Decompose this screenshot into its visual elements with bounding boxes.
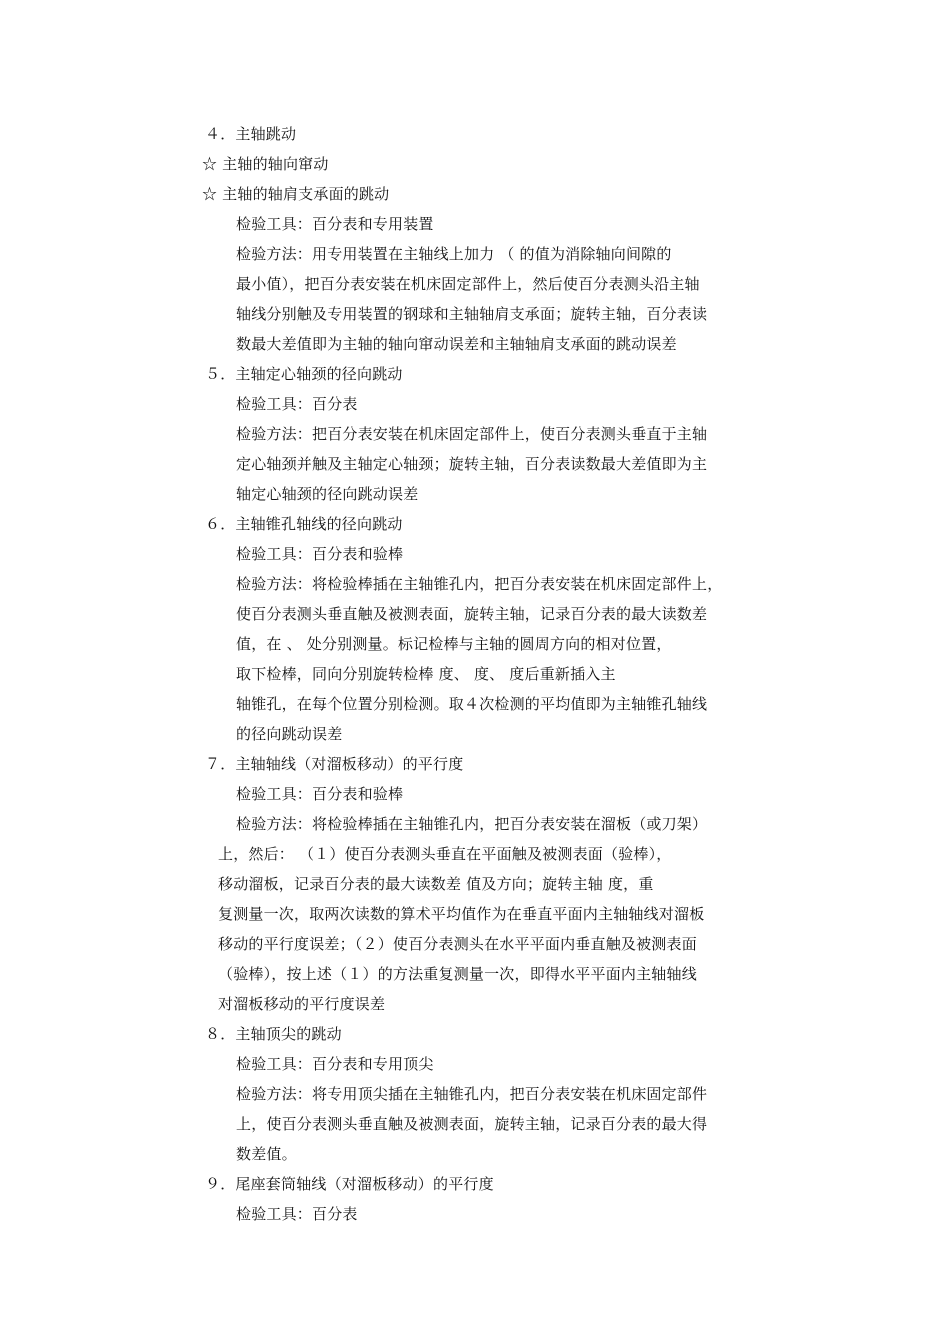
paragraph-line: 轴锥孔，在每个位置分别检测。取４次检测的平均值即为主轴锥孔轴线 bbox=[236, 695, 708, 713]
inspection-tool: 检验工具：百分表和验棒 bbox=[236, 785, 404, 803]
section-heading-8: ８．主轴顶尖的跳动 bbox=[205, 1025, 342, 1043]
inspection-method: 检验方法：将检验棒插在主轴锥孔内，把百分表安装在溜板（或刀架） bbox=[236, 815, 708, 833]
inspection-method: 检验方法：用专用装置在主轴线上加力 （ 的值为消除轴向间隙的 bbox=[236, 245, 672, 263]
section-heading-7: ７．主轴轴线（对溜板移动）的平行度 bbox=[205, 755, 464, 773]
paragraph-line: 移动的平行度误差；（２）使百分表测头在水平平面内垂直触及被测表面 bbox=[218, 935, 697, 953]
paragraph-line: 轴线分别触及专用装置的钢球和主轴轴肩支承面；旋转主轴，百分表读 bbox=[236, 305, 708, 323]
paragraph-line: 上，然后： （１）使百分表测头垂直在平面触及被测表面（验棒）， bbox=[218, 845, 672, 863]
paragraph-line: 数最大差值即为主轴的轴向窜动误差和主轴轴肩支承面的跳动误差 bbox=[236, 335, 677, 353]
bullet-axial-play: ☆ 主轴的轴向窜动 bbox=[202, 155, 329, 173]
paragraph-line: 取下检棒，同向分别旋转检棒 度、 度、 度后重新插入主 bbox=[236, 665, 616, 683]
paragraph-line: 对溜板移动的平行度误差 bbox=[218, 995, 386, 1013]
inspection-method: 检验方法：将专用顶尖插在主轴锥孔内，把百分表安装在机床固定部件 bbox=[236, 1085, 708, 1103]
inspection-tool: 检验工具：百分表和专用顶尖 bbox=[236, 1055, 434, 1073]
paragraph-line: 使百分表测头垂直触及被测表面，旋转主轴，记录百分表的最大读数差 bbox=[236, 605, 708, 623]
paragraph-line: 定心轴颈并触及主轴定心轴颈；旋转主轴，百分表读数最大差值即为主 bbox=[236, 455, 708, 473]
paragraph-line: 数差值。 bbox=[236, 1145, 297, 1163]
inspection-tool: 检验工具：百分表和验棒 bbox=[236, 545, 404, 563]
inspection-method: 检验方法：将检验棒插在主轴锥孔内，把百分表安装在机床固定部件上， bbox=[236, 575, 723, 593]
section-heading-9: ９．尾座套筒轴线（对溜板移动）的平行度 bbox=[205, 1175, 494, 1193]
paragraph-line: 上，使百分表测头垂直触及被测表面，旋转主轴，记录百分表的最大得 bbox=[236, 1115, 708, 1133]
paragraph-line: 的径向跳动误差 bbox=[236, 725, 343, 743]
paragraph-line: 最小值），把百分表安装在机床固定部件上，然后使百分表测头沿主轴 bbox=[236, 275, 700, 293]
inspection-tool: 检验工具：百分表和专用装置 bbox=[236, 215, 434, 233]
bullet-shoulder-runout: ☆ 主轴的轴肩支承面的跳动 bbox=[202, 185, 390, 203]
paragraph-line: （验棒），按上述（１）的方法重复测量一次，即得水平平面内主轴轴线 bbox=[218, 965, 697, 983]
paragraph-line: 轴定心轴颈的径向跳动误差 bbox=[236, 485, 419, 503]
paragraph-line: 复测量一次，取两次读数的算术平均值作为在垂直平面内主轴轴线对溜板 bbox=[218, 905, 705, 923]
section-heading-4: ４．主轴跳动 bbox=[205, 125, 297, 143]
inspection-tool: 检验工具：百分表 bbox=[236, 1205, 358, 1223]
paragraph-line: 移动溜板，记录百分表的最大读数差 值及方向；旋转主轴 度，重 bbox=[218, 875, 654, 893]
inspection-method: 检验方法：把百分表安装在机床固定部件上，使百分表测头垂直于主轴 bbox=[236, 425, 708, 443]
section-heading-5: ５．主轴定心轴颈的径向跳动 bbox=[205, 365, 403, 383]
paragraph-line: 值，在 、 处分别测量。标记检棒与主轴的圆周方向的相对位置， bbox=[236, 635, 672, 653]
section-heading-6: ６．主轴锥孔轴线的径向跳动 bbox=[205, 515, 403, 533]
inspection-tool: 检验工具：百分表 bbox=[236, 395, 358, 413]
